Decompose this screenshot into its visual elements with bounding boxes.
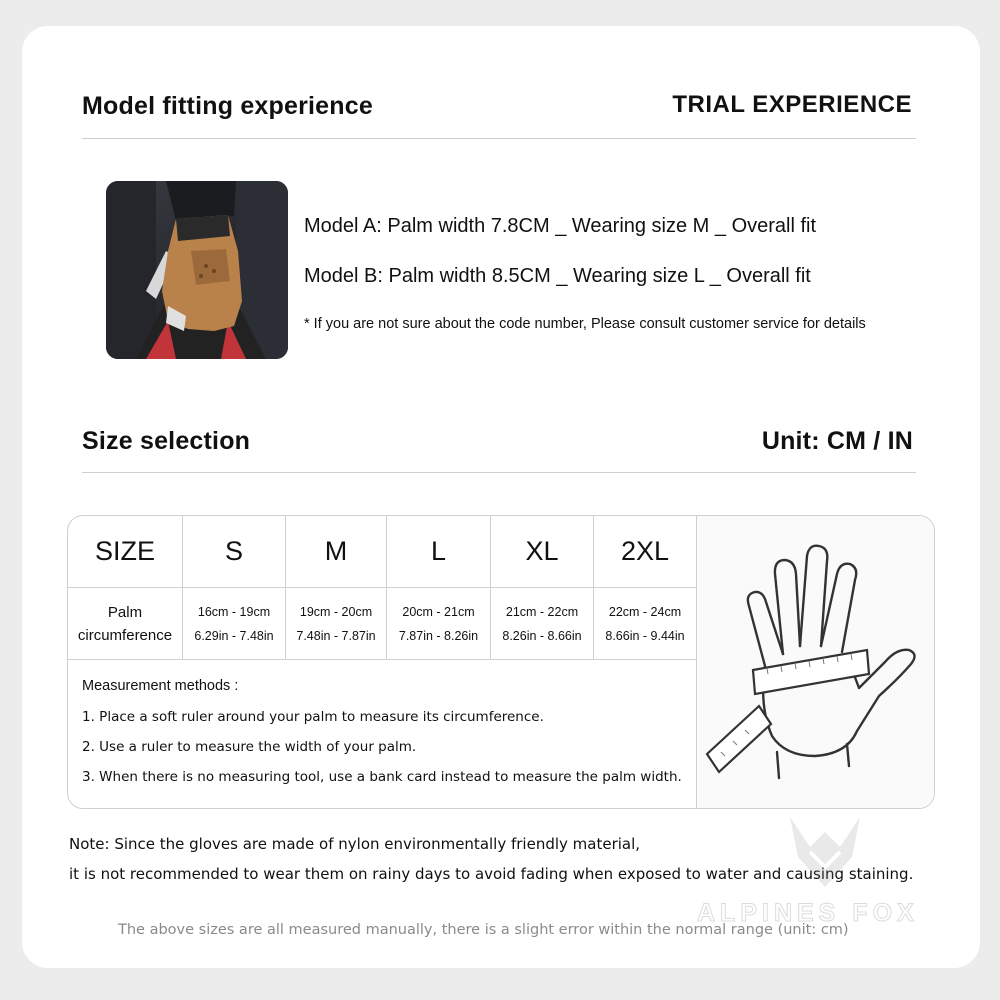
size-m: M [286, 516, 387, 588]
inch-range: 8.26in - 8.66in [502, 628, 582, 643]
palm-label-line2: circumference [77, 626, 173, 644]
methods-block [68, 660, 697, 808]
method-item: 3. When there is no measuring tool, use a bank card instead to measure the palm width. [82, 769, 682, 785]
cm-range: 20cm - 21cm [402, 604, 475, 619]
size-xl: XL [491, 516, 594, 588]
cm-range: 22cm - 24cm [608, 604, 682, 619]
palm-label-line1: Palm [107, 603, 143, 621]
size-2xl: 2XL [594, 516, 697, 588]
consult-note: * If you are not sure about the code number, Please consult customer service for details [304, 316, 866, 332]
size-table [67, 515, 935, 809]
hand-measure-illustration [697, 516, 934, 808]
model-a-info: Model A: Palm width 7.8CM _ Wearing size M _ Overall fit [304, 215, 817, 237]
model-b-info: Model B: Palm width 8.5CM _ Wearing size L _ Overall fit [304, 265, 811, 287]
measure-cell-l [387, 588, 491, 660]
fitting-title: Model fitting experience [82, 92, 373, 120]
method-item: 1. Place a soft ruler around your palm to measure its circumference. [82, 709, 544, 725]
unit-label: Unit: CM / IN [761, 427, 913, 455]
cm-range: 16cm - 19cm [197, 604, 271, 619]
brand-watermark-text: ALPINES FOX [697, 899, 919, 927]
size-selection-title: Size selection [82, 427, 251, 455]
material-note-line1: Note: Since the gloves are made of nylon environmentally friendly material, [69, 835, 641, 853]
divider [82, 472, 916, 473]
inch-range: 7.87in - 8.26in [398, 628, 479, 643]
method-item: 2. Use a ruler to measure the width of your palm. [82, 739, 417, 755]
inch-range: 7.48in - 7.87in [296, 628, 376, 643]
inch-range: 6.29in - 7.48in [194, 628, 274, 643]
cm-range: 21cm - 22cm [505, 604, 579, 619]
inch-range: 8.66in - 9.44in [605, 628, 685, 643]
measurement-disclaimer: The above sizes are all measured manually, there is a slight error within the normal range (unit: cm) [118, 922, 849, 938]
measure-cell-xl [491, 588, 594, 660]
divider [82, 138, 916, 139]
palm-circumference-label [68, 588, 183, 660]
model-glove-photo [106, 181, 288, 359]
material-note-line2: it is not recommended to wear them on rainy days to avoid fading when exposed to water and causing staining. [69, 865, 914, 883]
measure-cell-2xl [594, 588, 697, 660]
measure-cell-s [183, 588, 286, 660]
size-s: S [183, 516, 286, 588]
cm-range: 19cm - 20cm [299, 604, 373, 619]
fox-logo-watermark [780, 812, 870, 892]
size-l: L [387, 516, 491, 588]
methods-title: Measurement methods : [82, 678, 239, 694]
measure-cell-m [286, 588, 387, 660]
trial-experience-tag: TRIAL EXPERIENCE [672, 91, 912, 118]
size-header-cell: SIZE [68, 516, 183, 588]
